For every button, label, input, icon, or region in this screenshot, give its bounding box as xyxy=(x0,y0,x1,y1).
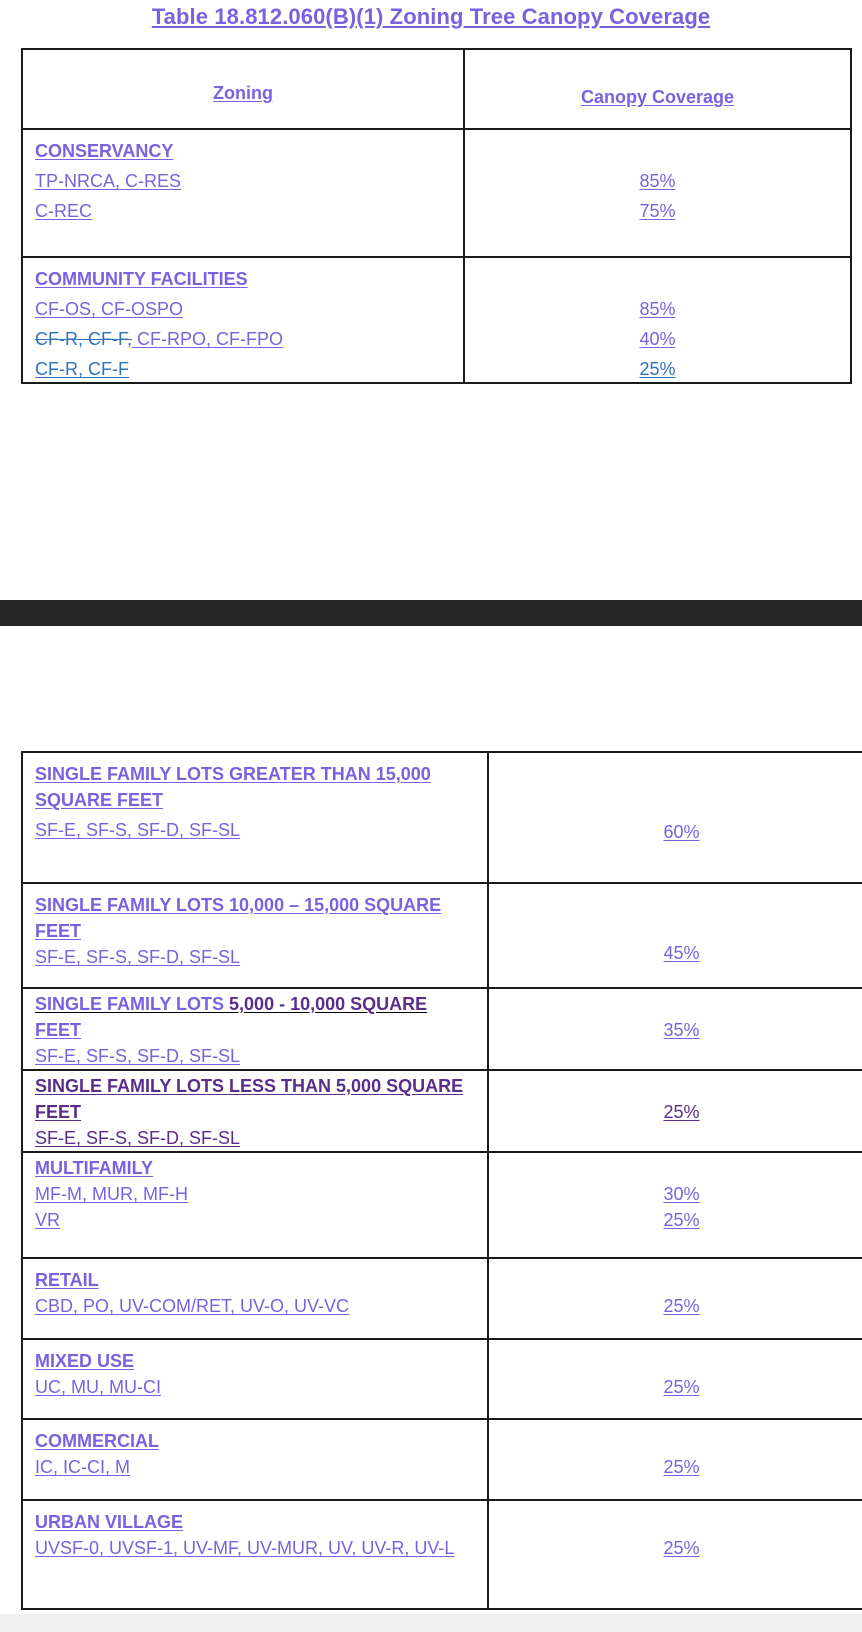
canopy-table-bottom xyxy=(21,751,862,1610)
zoning-header: Zoning xyxy=(213,83,273,103)
table-row xyxy=(22,129,851,257)
canopy-cell xyxy=(488,1070,862,1152)
category-label: SINGLE FAMILY LOTS LESS THAN 5,000 SQUARE FEET xyxy=(35,1076,464,1122)
table-row xyxy=(22,1339,862,1419)
category-label-part: SINGLE FAMILY LOTS xyxy=(35,994,230,1014)
canopy-value: 25% xyxy=(663,1296,700,1316)
canopy-cell xyxy=(488,883,862,988)
canopy-value: 30% xyxy=(663,1184,700,1204)
zoning-cell xyxy=(22,1152,488,1258)
canopy-cell xyxy=(464,257,851,383)
canopy-header-cell xyxy=(464,49,851,129)
category-label: MULTIFAMILY xyxy=(35,1158,153,1178)
zoning-header-cell xyxy=(22,49,464,129)
canopy-value: 35% xyxy=(663,1020,700,1040)
zone-list: SF-E, SF-S, SF-D, SF-SL xyxy=(35,1128,241,1148)
zoning-cell xyxy=(22,1339,488,1419)
canopy-cell xyxy=(488,1419,862,1500)
zone-list: SF-E, SF-S, SF-D, SF-SL xyxy=(35,947,241,967)
table-row xyxy=(22,1419,862,1500)
canopy-value: 75% xyxy=(639,201,676,221)
canopy-cell xyxy=(488,1258,862,1339)
struck-zones: CF-R, CF-F, xyxy=(35,329,132,349)
zoning-cell xyxy=(22,883,488,988)
canopy-value: 25% xyxy=(663,1538,700,1558)
page-break xyxy=(0,600,862,626)
zone-list-added: CF-R, CF-F xyxy=(35,359,129,379)
category-label: RETAIL xyxy=(35,1270,99,1290)
category-label: CONSERVANCY xyxy=(35,141,174,161)
zoning-cell xyxy=(22,1258,488,1339)
zone-list: TP-NRCA, C-RES xyxy=(35,171,182,191)
category-label: COMMUNITY FACILITIES xyxy=(35,269,248,289)
zoning-cell xyxy=(22,1070,488,1152)
canopy-cell xyxy=(488,988,862,1070)
table-row xyxy=(22,1258,862,1339)
zone-list: CF-RPO, CF-FPO xyxy=(131,329,283,349)
canopy-value: 40% xyxy=(639,329,676,349)
table-row xyxy=(22,1070,862,1152)
category-label xyxy=(35,991,475,1017)
zoning-cell xyxy=(22,129,464,257)
canopy-value: 45% xyxy=(663,943,700,963)
table-row xyxy=(22,1500,862,1609)
zone-list: C-REC xyxy=(35,201,92,221)
zone-list-amended xyxy=(35,326,451,352)
canopy-cell xyxy=(464,129,851,257)
canopy-value: 25% xyxy=(663,1102,700,1122)
canopy-value: 25% xyxy=(663,1457,700,1477)
zone-list: IC, IC-CI, M xyxy=(35,1457,130,1477)
canopy-header: Canopy Coverage xyxy=(580,87,735,107)
table-row xyxy=(22,883,862,988)
page-title: Table 18.812.060(B)(1) Zoning Tree Canopy Coverage xyxy=(151,4,711,29)
canopy-value: 60% xyxy=(663,822,700,842)
canopy-cell xyxy=(488,752,862,883)
zone-list: UC, MU, MU-CI xyxy=(35,1377,161,1397)
header-row xyxy=(22,49,851,129)
table-row xyxy=(22,257,851,383)
category-label: COMMERCIAL xyxy=(35,1431,159,1451)
category-label-part-amended: 5,000 - 10,000 SQUARE xyxy=(229,994,428,1014)
table-row xyxy=(22,988,862,1070)
canopy-table-top xyxy=(21,48,852,384)
table-row xyxy=(22,752,862,883)
zone-list: SF-E, SF-S, SF-D, SF-SL xyxy=(35,820,241,840)
category-label: URBAN VILLAGE xyxy=(35,1512,183,1532)
table-row xyxy=(22,1152,862,1258)
zone-list: CF-OS, CF-OSPO xyxy=(35,299,183,319)
zone-list: MF-M, MUR, MF-H xyxy=(35,1184,188,1204)
zoning-cell xyxy=(22,1419,488,1500)
canopy-cell xyxy=(488,1500,862,1609)
page-edge xyxy=(0,1614,862,1632)
canopy-value: 25% xyxy=(663,1377,700,1397)
zone-list: CBD, PO, UV-COM/RET, UV-O, UV-VC xyxy=(35,1296,350,1316)
canopy-value: 85% xyxy=(639,171,676,191)
category-label: SINGLE FAMILY LOTS 10,000 – 15,000 SQUARE FEET xyxy=(35,895,442,941)
canopy-value: 25% xyxy=(639,359,676,379)
zoning-cell xyxy=(22,1500,488,1609)
canopy-value: 85% xyxy=(639,299,676,319)
zone-list: UVSF-0, UVSF-1, UV-MF, UV-MUR, UV, UV-R, UV-L xyxy=(35,1538,455,1558)
category-label-part: FEET xyxy=(35,1020,82,1040)
canopy-cell xyxy=(488,1152,862,1258)
zoning-cell xyxy=(22,752,488,883)
category-label: SINGLE FAMILY LOTS GREATER THAN 15,000 SQUARE FEET xyxy=(35,764,431,810)
canopy-value: 25% xyxy=(663,1210,700,1230)
category-label: MIXED USE xyxy=(35,1351,135,1371)
zone-list: VR xyxy=(35,1210,61,1230)
zoning-cell xyxy=(22,257,464,383)
zone-list: SF-E, SF-S, SF-D, SF-SL xyxy=(35,1046,241,1066)
canopy-cell xyxy=(488,1339,862,1419)
zoning-cell xyxy=(22,988,488,1070)
